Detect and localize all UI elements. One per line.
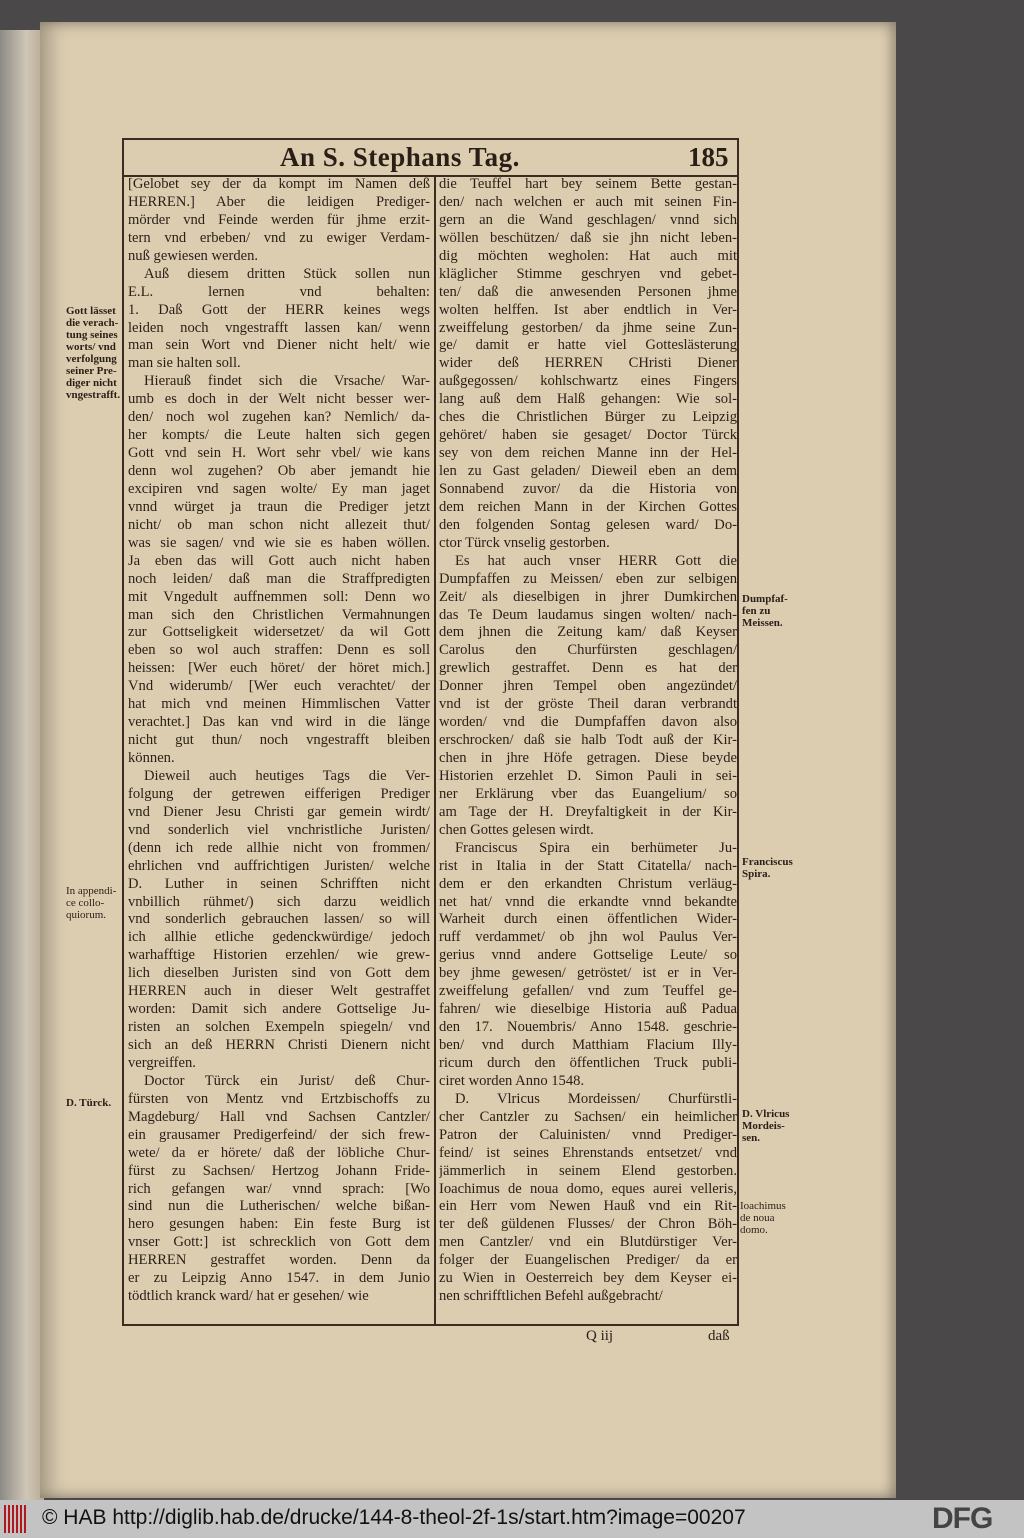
text-line: leiden noch vngestrafft lassen kan/ wenn (128, 319, 430, 336)
text-line: bey jhme gewesen/ getröstet/ ist er in Ver- (439, 965, 737, 982)
right-text-column (439, 176, 737, 1306)
text-line: zweiffelung gestorben/ da jhme seine Zun- (439, 319, 737, 336)
text-line: vnnd würget ja traun die Prediger jetzt (128, 498, 430, 515)
text-line: net hat/ vnnd die erkandte vnnd bekandte (439, 893, 737, 910)
text-line: am Tage der H. Dreyfaltigkeit in der Kir- (439, 803, 737, 820)
text-line: fürst zu Sachsen/ Hertzog Johann Fride- (128, 1162, 430, 1179)
text-line: Warheit durch einen öffentlichen Wider- (439, 911, 737, 928)
text-line: was sie sagen/ vnd wie sie es haben wöllen. (128, 534, 430, 551)
text-line: hat mich vnd meinen Himmlischen Vatter (128, 696, 430, 713)
hab-logo-icon (4, 1505, 26, 1533)
text-line: Ioachimus de noua domo, eques aurei velleris, (439, 1180, 737, 1197)
text-line: man sich den Christlichen Vermahnungen (128, 606, 430, 623)
text-line: ben/ vnd durch Matthiam Flacium Illy- (439, 1037, 737, 1053)
text-line: gern an die Wand geschlagen/ vnnd sich (439, 211, 737, 228)
text-line: gerius vnnd andere Gottselige Leute/ so (439, 947, 737, 964)
text-line: zweiffelung gefallen/ vnd zum Teuffel ge- (439, 983, 737, 1000)
margin-note-line: die verach- (66, 317, 119, 329)
margin-note-line: D. Vlricus (742, 1108, 790, 1120)
text-line: vnd ist der gröste Theil daran verbrandt (439, 696, 737, 713)
bottom-rule (122, 1324, 739, 1326)
dfg-logo: DFG (932, 1502, 993, 1535)
text-line: folger der Euangelischen Prediger/ da er (439, 1252, 737, 1269)
text-line: den/ nach welchen er auch mit seinen Fin- (439, 193, 737, 210)
text-line: denn wol zugehen? Ob aber jemandt hie (128, 463, 430, 479)
text-line: erschrocken/ daß sie halb Todt auß der Kir- (439, 732, 737, 749)
text-line: mörder vnd Feinde werden für jhme erzit- (128, 211, 430, 228)
text-line: her kompts/ die Leute halten sich gegen (128, 427, 430, 444)
text-line: rich gefangen war/ vnnd sprach: [Wo (128, 1180, 430, 1197)
margin-note-line: ce collo- (66, 897, 105, 909)
text-line: dem er den erkandten Christum verläug- (439, 875, 737, 892)
text-line: kläglicher Stimme geschryen vnd gebet- (439, 265, 737, 282)
text-line: Donner jhren Tempel oben angezündet/ (439, 678, 737, 695)
text-line: vnd sonderlich gebrauchen lassen/ so will (128, 911, 430, 928)
text-line: worden: Damit sich andere Gottselige Ju- (128, 1001, 430, 1018)
text-line: nuß gewiesen werden. (128, 247, 259, 264)
text-line: Franciscus Spira ein berhümeter Ju- (455, 839, 737, 856)
text-line: len zu Gast geladen/ Dieweil eben an dem (439, 463, 737, 479)
text-line: Dieweil auch heutiges Tags die Ver- (144, 767, 430, 784)
text-line: vnbillich rühmet/) sich darzu weidlich (128, 893, 430, 910)
running-head: An S. Stephans Tag. (280, 142, 520, 172)
text-line: tödtlich kranck ward/ hat er gesehen/ wie (128, 1288, 369, 1305)
margin-note-line: Meissen. (742, 617, 783, 629)
text-line: ten/ daß die anwesenden Personen jhme (439, 283, 737, 300)
text-line: ches die Christlichen Bürger zu Leipzig (439, 409, 737, 426)
margin-note-gott-laesset (66, 305, 120, 401)
margin-note-line: Ioachimus (740, 1200, 786, 1212)
margin-note-line: D. Türck. (66, 1097, 112, 1109)
text-line: HERREN auch in dieser Welt gestraffet (128, 983, 430, 1000)
text-line: heissen: [Wer euch höret/ der höret mich.] (128, 660, 430, 677)
previous-page-edge (0, 30, 44, 1500)
text-line: fahren/ wie dieselbige Historia auß Padua (439, 1001, 737, 1018)
text-line: er zu Leipzig Anno 1547. in dem Junio (128, 1270, 430, 1287)
top-rule (122, 138, 739, 140)
margin-note-line: quiorum. (66, 909, 107, 921)
text-line: hero gesungen haben: Ein feste Burg ist (128, 1216, 430, 1233)
margin-note-line: Dumpfaf- (742, 593, 788, 605)
text-line: Gott vnd sein H. Wort sehr vbel/ wie kans (128, 445, 430, 462)
text-line: ein grausamer Predigerfeind/ der sich frew- (128, 1126, 430, 1143)
text-line: umb es doch in der Welt nicht besser wer- (128, 391, 430, 408)
text-line: ge/ damit er hatte viel Gotteslästerung (439, 337, 737, 354)
text-line: wöllen beschützen/ daß sie jhn nicht leben- (439, 229, 737, 246)
margin-note-line: de noua (740, 1212, 775, 1224)
text-line: ctor Türck vnselig gestorben. (439, 534, 610, 551)
text-line: außgegossen/ kohlschwartz eines Fingers (439, 373, 737, 390)
margin-note-line: sen. (742, 1132, 761, 1144)
text-line: [Gelobet sey der da kompt im Namen deß (128, 176, 430, 192)
text-line: lang auß dem Halß gehangen: Wie sol- (439, 391, 737, 408)
text-line: 1. Daß Gott der HERR keines wegs (128, 301, 430, 318)
text-line: zu Wien in Oesterreich bey dem Keyser ei- (439, 1270, 737, 1287)
text-line: zur Gottseligkeit widersetzet/ da wil Gott (128, 624, 430, 641)
margin-note-line: tung seines (66, 329, 118, 341)
text-line: eben so wol auch straffen: Denn es soll (128, 642, 430, 659)
text-line: Sonnabend zuvor/ da die Historia von (439, 480, 737, 497)
text-line: lich dieselben Juristen sind von Gott dem (128, 965, 430, 982)
text-line: chen Gottes gelesen wirdt. (439, 821, 594, 838)
right-rule (737, 138, 739, 1325)
margin-note-mordeissen (742, 1108, 789, 1144)
text-line: Zeit/ als dieselbigen in jhrer Dumkirchen (439, 588, 737, 605)
text-line: rist in Italia in der Statt Citatella/ nach- (439, 857, 737, 874)
text-line: den folgenden Sontag gelesen ward/ Do- (439, 516, 737, 533)
text-line: tern vnd erbeben/ vnd zu ewiger Verdam- (128, 229, 430, 246)
text-line: gehöret/ haben sie gesaget/ Doctor Türck (439, 427, 737, 444)
text-line: ich allhie etliche gedenckwürdige/ jedoch (128, 929, 430, 946)
text-line: dem jhnen die Zeitung kam/ daß Keyser (439, 624, 737, 641)
text-line: ricum durch den öffentlichen Truck publi- (439, 1054, 737, 1071)
text-line: men Cantzler/ vnd ein Blutdürstiger Ver- (439, 1234, 737, 1251)
text-line: HERREN.] Aber die leidigen Prediger- (128, 193, 430, 210)
margin-note-line: vngestrafft. (66, 389, 121, 401)
text-line: Dumpfaffen zu Meissen/ eben zur selbigen (439, 570, 737, 587)
text-line: Carolus den Churfürsten geschlagen/ (439, 642, 737, 659)
text-line: noch leiden/ daß man die Straffpredigten (128, 570, 430, 587)
text-line: vnd sonderlich viel vnchristliche Juristen/ (128, 821, 430, 838)
text-line: D. Vlricus Mordeissen/ Churfürstli- (455, 1090, 737, 1107)
margin-note-appendice (66, 885, 116, 921)
text-line: wete/ da er hörete/ daß der löbliche Chur- (128, 1144, 430, 1161)
text-line: Ja eben das will Gott auch nicht haben (128, 552, 430, 569)
text-line: E.L. lernen vnd behalten: (128, 283, 430, 300)
margin-note-tuerck (66, 1097, 111, 1109)
text-line: wolten helffen. Ist aber endtlich in Ver- (439, 301, 737, 318)
text-line: dig möchten wegholen: Hat auch mit (439, 247, 737, 264)
text-line: dem reichen Mann in der Kirchen Gottes (439, 498, 737, 515)
text-line: ein Herr vom Newen Hauß vnd ein Rit- (439, 1198, 737, 1215)
text-line: Hierauß findet sich die Vrsache/ War- (144, 373, 430, 390)
margin-note-spira (742, 856, 793, 880)
footer-bar (0, 1500, 1024, 1538)
text-line: feind/ ist seines Ehrenstands entsetzet/ vnd (439, 1144, 737, 1161)
text-line: verachtet.] Das kan vnd wird in die länge (128, 714, 430, 731)
text-line: Auß diesem dritten Stück sollen nun (144, 265, 430, 282)
margin-note-line: Spira. (742, 868, 771, 880)
text-line: risten an solchen Exempeln spiegeln/ vnd (128, 1019, 430, 1036)
text-line: mit Vngedult auffnemmen soll: Denn wo (128, 588, 430, 605)
left-text-column (128, 176, 430, 1306)
text-line: ruff verdammet/ ob jhn wol Paulus Ver- (439, 929, 737, 946)
text-line: sey von dem reichen Manne inn der Hel- (439, 445, 737, 462)
text-line: die Teuffel hart bey seinem Bette gestan- (439, 176, 737, 192)
text-line: nicht gut thun/ noch vngestrafft bleiben (128, 732, 430, 749)
margin-note-line: fen zu (742, 605, 771, 617)
text-line: können. (128, 750, 175, 766)
text-line: D. Luther in seinen Schrifften nicht (128, 875, 430, 892)
text-line: cher Cantzler zu Sachsen/ ein heimlicher (439, 1108, 737, 1125)
text-line: HERREN gestraffet worden. Denn da (128, 1252, 430, 1269)
copyright-link[interactable]: © HAB http://diglib.hab.de/drucke/144-8-theol-2f-1s/start.htm?image=00207 (42, 1506, 746, 1529)
signature-mark: Q iij (586, 1328, 614, 1344)
margin-note-line: worts/ vnd (66, 341, 116, 353)
text-line: (denn ich rede allhie nicht von frommen/ (128, 839, 430, 856)
margin-note-ioachimus (740, 1200, 786, 1236)
text-line: man sein Wort vnd Diener nicht helt/ wie (128, 337, 430, 354)
text-line: warhafftige Historien erzehlen/ wie grew- (128, 947, 430, 964)
text-line: vnser Gott:] ist schrecklich von Gott dem (128, 1234, 430, 1251)
margin-note-line: Franciscus (742, 856, 793, 868)
text-line: excipiren vnd sagen wolte/ Ey man jaget (128, 480, 430, 497)
text-line: ciret worden Anno 1548. (439, 1072, 585, 1089)
page-number: 185 (688, 142, 729, 172)
text-line: Magdeburg/ Hall vnd Sachsen Cantzler/ (128, 1108, 430, 1125)
text-line: den/ noch wol zugehen kan? Nemlich/ da- (128, 409, 430, 426)
text-line: sind nun die Lutherischen/ welche bißan- (128, 1198, 430, 1215)
text-line: Historien erzehlet D. Simon Pauli in sei- (439, 767, 737, 784)
text-line: nen schrifftlichen Befehl außgebracht/ (439, 1288, 663, 1305)
text-line: wider deß HERREN CHristi Diener (439, 355, 737, 372)
margin-note-line: verfolgung (66, 353, 117, 365)
text-line: jämmerlich in seinem Elend gestorben. (439, 1162, 737, 1179)
text-line: folgung der getrewen eifferigen Prediger (128, 785, 430, 802)
text-line: ter deß güldenen Flusses/ der Chron Böh- (439, 1216, 737, 1233)
text-line: sich an deß HERRN Christi Dienern nicht (128, 1037, 430, 1053)
text-line: Es hat auch vnser HERR Gott die (455, 552, 737, 569)
text-line: Doctor Türck ein Jurist/ deß Chur- (144, 1072, 430, 1089)
text-line: worden/ vnd die Dumpfaffen davon also (439, 714, 737, 731)
margin-note-line: In appendi- (66, 885, 117, 897)
text-line: vnd Diener Jesu Christi gar gemein wirdt/ (128, 803, 430, 820)
text-line: chen in jhre Höfe getragen. Diese beyde (439, 750, 737, 766)
text-line: fürsten von Mentz vnd Ertzbischoffs zu (128, 1090, 430, 1107)
text-line: den 17. Nouembris/ Anno 1548. geschrie- (439, 1019, 737, 1036)
catchword: daß (708, 1328, 730, 1344)
text-line: Patron der Caluinisten/ vnnd Prediger- (439, 1126, 737, 1143)
text-line: man sie halten soll. (128, 355, 241, 372)
text-line: vergreiffen. (128, 1054, 196, 1071)
left-rule (122, 138, 124, 1325)
text-line: das Te Deum laudamus singen wolten/ nach- (439, 606, 737, 623)
text-line: grewlich gestraffet. Denn es hat der (439, 660, 737, 677)
margin-note-line: Gott lässet (66, 305, 116, 317)
column-divider (434, 176, 436, 1325)
margin-note-line: seiner Pre- (66, 365, 117, 377)
margin-note-line: Mordeis- (742, 1120, 785, 1132)
text-line: ehrlichen vnd auffrichtigen Juristen/ welche (128, 857, 430, 874)
text-line: ner Erklärung vber das Euangelium/ so (439, 785, 737, 802)
text-line: nicht/ ob man schon nicht allezeit thut/ (128, 516, 430, 533)
text-line: Vnd widerumb/ [Wer euch verachtet/ der (128, 678, 430, 695)
margin-note-line: diger nicht (66, 377, 117, 389)
margin-note-line: domo. (740, 1224, 768, 1236)
margin-note-dumpfaffen (742, 593, 788, 629)
